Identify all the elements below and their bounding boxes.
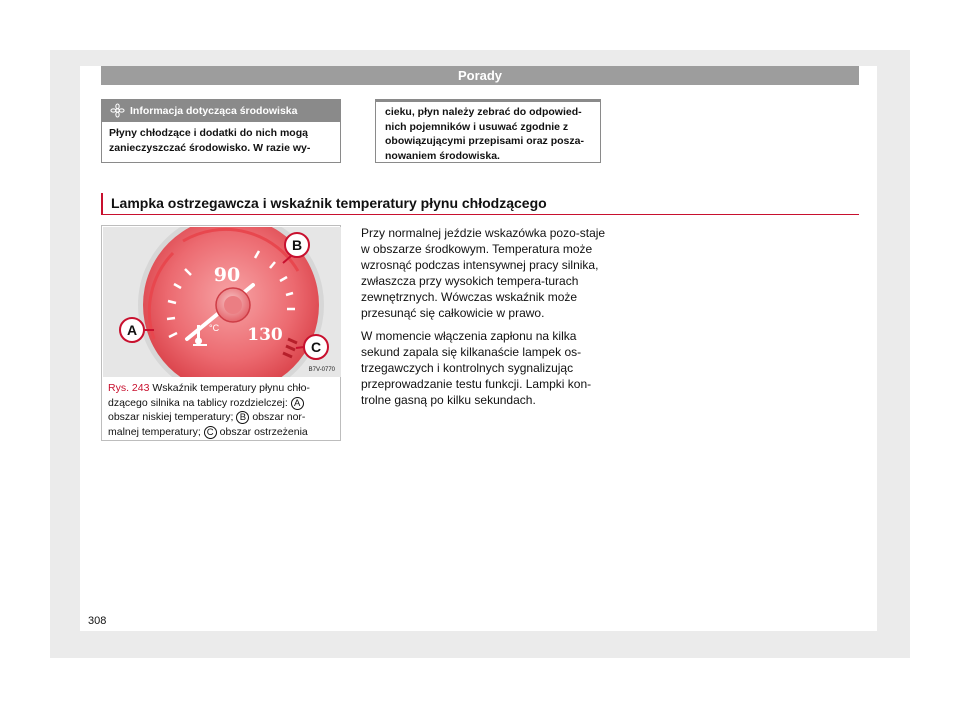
gauge-hub-center — [224, 296, 242, 314]
caption-marker-b: B — [236, 411, 249, 424]
marker-b-label: B — [291, 237, 303, 253]
environment-note-text: Płyny chłodzące i dodatki do nich mogą zanieczyszczać środowisko. W razie wy- — [109, 127, 311, 154]
figure-243 — [101, 225, 341, 441]
marker-c-leader — [296, 347, 304, 348]
environment-note-continued: cieku, płyn należy zebrać do odpowied-nich pojemników i usuwać zgodnie z obowiązującymi przepisami oraz posza-nowaniem środowiska. — [375, 99, 601, 163]
gauge-label-90: 90 — [213, 264, 241, 286]
marker-a-label: A — [126, 322, 138, 338]
flower-icon — [110, 103, 125, 118]
section-title: Lampka ostrzegawcza i wskaźnik temperatury płynu chłodzącego — [101, 193, 859, 215]
environment-note-heading — [102, 100, 340, 122]
coolant-gauge-illustration — [103, 227, 341, 377]
caption-marker-a: A — [291, 397, 304, 410]
page-number: 308 — [88, 615, 107, 627]
body-paragraph-1: Przy normalnej jeździe wskazówka pozo-staje w obszarze środkowym. Temperatura może wzrosnąć podczas intensywnej pracy silnika, zwłaszcza przy wysokich tempera-turach zewnętrznych. Wówczas wskaźnik może przesunąć się całkowicie w prawo. — [361, 226, 606, 320]
figure-number: Rys. 243 — [108, 382, 150, 394]
body-text — [361, 225, 607, 415]
figure-caption — [108, 381, 336, 439]
gauge-label-130: 130 — [247, 325, 283, 345]
caption-text-4: obszar ostrzeżenia — [219, 425, 308, 438]
environment-note-box — [101, 99, 341, 163]
environment-note-title: Informacja dotycząca środowiska — [130, 105, 298, 117]
page-header: Porady — [101, 66, 859, 85]
caption-text-3: obszar nor-malnej temperatury; — [108, 411, 306, 438]
caption-text-2: obszar niskiej temperatury; — [108, 411, 234, 423]
body-paragraph-2: W momencie włączenia zapłonu na kilka sekund zapala się kilkanaście lampek os-trzegawczych i kontrolnych sygnalizując przeprowadzanie testu funkcji. Lampki kon-trolne gasną po kilku sekundach. — [361, 329, 592, 407]
gauge-unit: °C — [209, 323, 220, 333]
caption-marker-c: C — [204, 426, 217, 439]
caption-text-1: Wskaźnik temperatury płynu chło-dzącego silnika na tablicy rozdzielczej: — [108, 382, 310, 409]
marker-c-label: C — [310, 339, 322, 355]
figure-code: B7V-0770 — [308, 367, 335, 373]
